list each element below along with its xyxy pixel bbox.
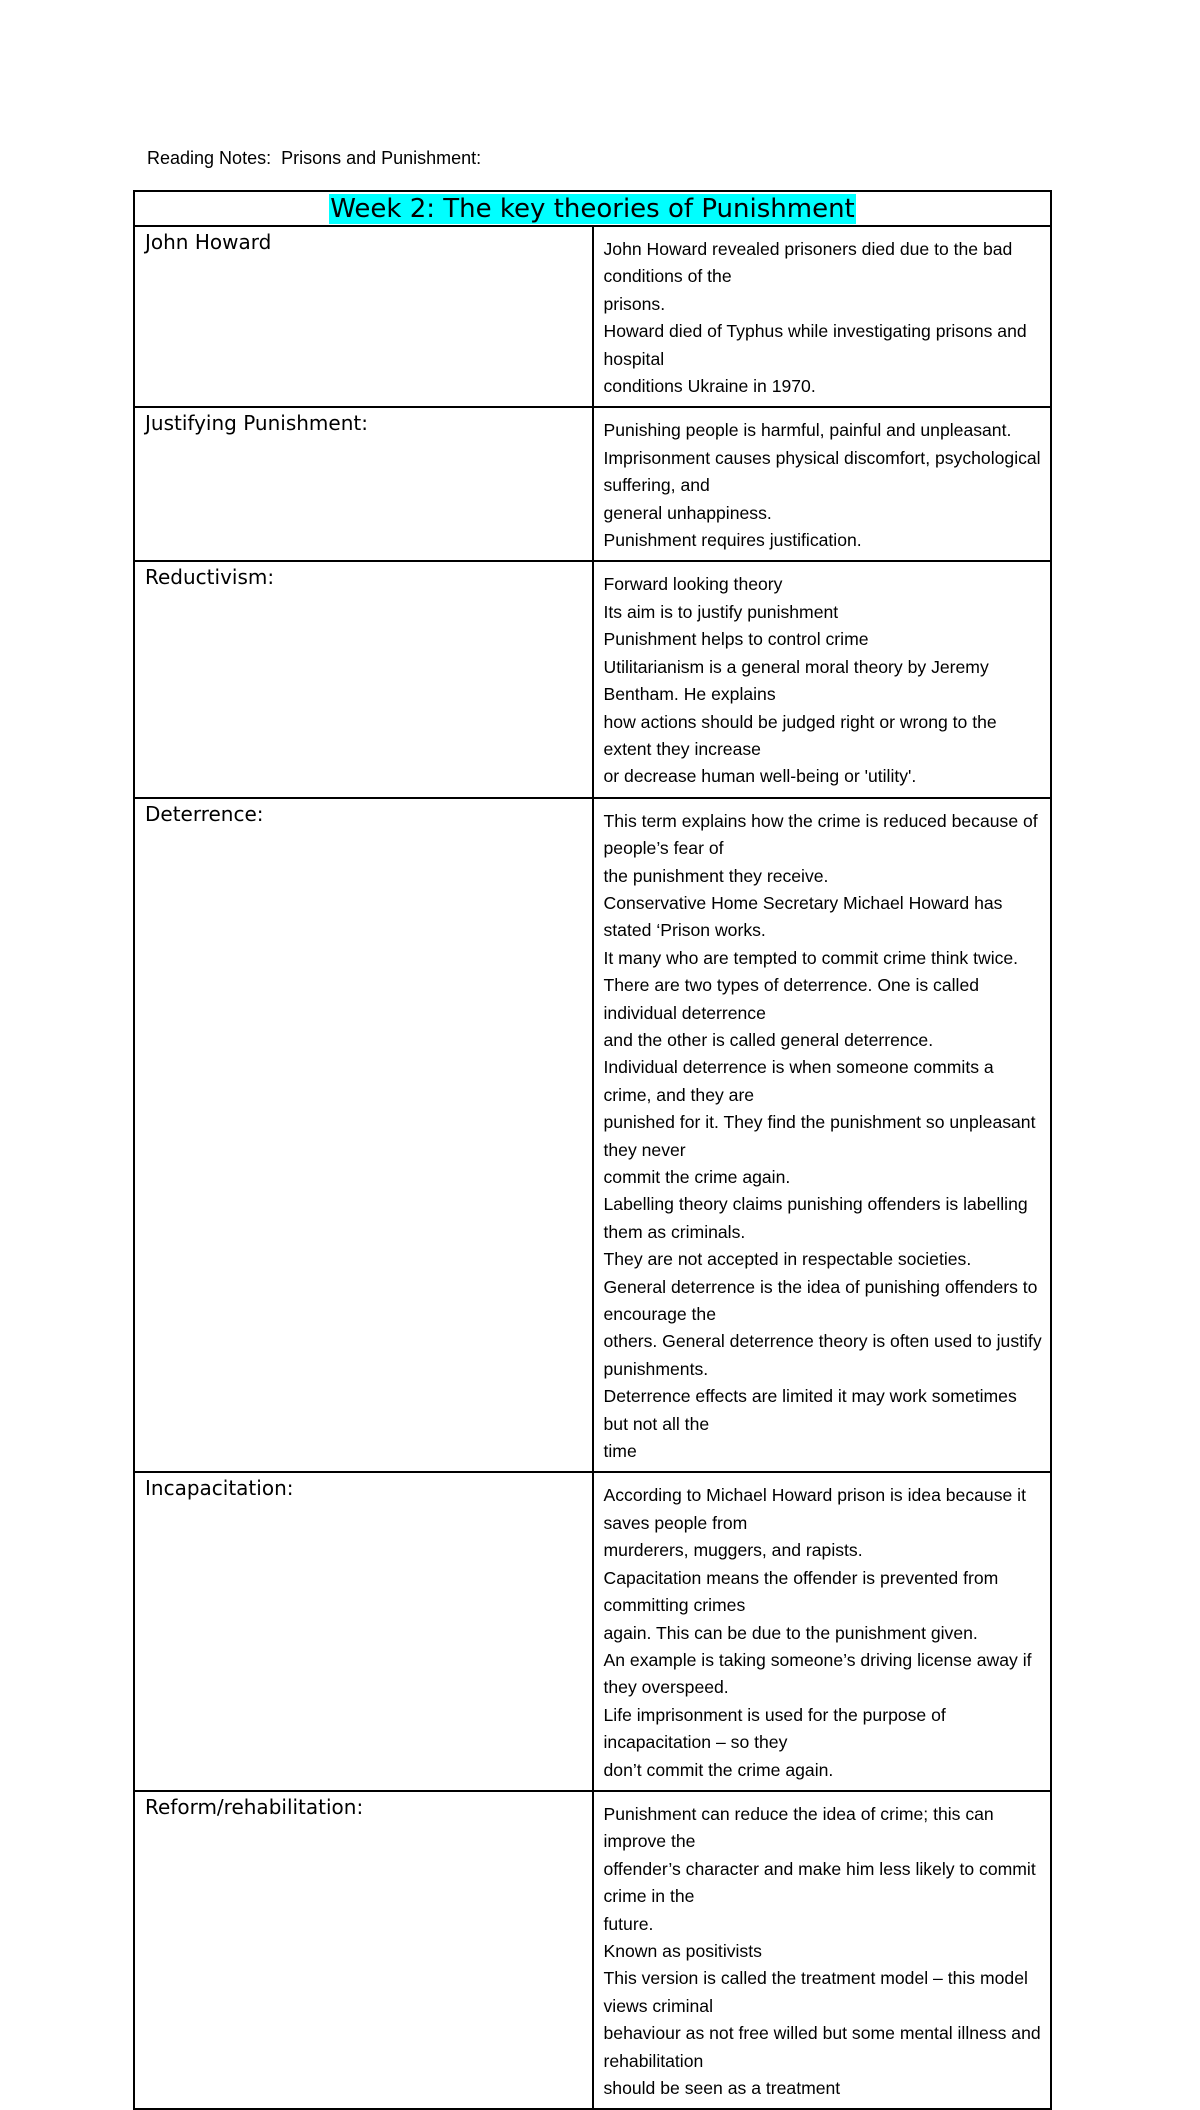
- term-cell: [134, 226, 593, 407]
- note-line: This version is called the treatment model – this model views criminal: [603, 1968, 1028, 2016]
- note-line: Howard died of Typhus while investigating prisons and hospital: [603, 321, 1027, 369]
- table-title-row: [134, 191, 1051, 226]
- note-line: Punishing people is harmful, painful and unpleasant.: [603, 420, 1012, 441]
- note-line: and the other is called general deterrence.: [603, 1029, 934, 1050]
- note-line: punished for it. They find the punishment so unpleasant they never: [603, 1112, 1036, 1160]
- table-row: [134, 407, 1051, 561]
- notes-cell: [593, 798, 1052, 1473]
- notes-cell: [593, 407, 1052, 561]
- note-line: time: [603, 1441, 637, 1462]
- note-line: Punishment helps to control crime: [603, 629, 869, 650]
- term-label: Justifying Punishment:: [145, 411, 368, 436]
- notes-cell: [593, 1472, 1052, 1790]
- table-row: [134, 1472, 1051, 1790]
- term-label: Deterrence:: [145, 801, 264, 826]
- notes-cell: [593, 226, 1052, 407]
- term-label: Reform/rehabilitation:: [145, 1794, 364, 1819]
- note-line: Known as positivists: [603, 1940, 762, 1961]
- notes-cell: [593, 1791, 1052, 2109]
- note-line: General deterrence is the idea of punishing offenders to encourage the: [603, 1276, 1038, 1325]
- note-line: Deterrence effects are limited it may work sometimes but not all the: [603, 1386, 1017, 1434]
- note-line: Forward looking theory: [603, 574, 783, 595]
- note-line: again. This can be due to the punishment given.: [603, 1622, 978, 1643]
- note-line: There are two types of deterrence. One is called individual deterrence: [603, 975, 980, 1023]
- note-line: the punishment they receive.: [603, 865, 829, 886]
- term-label: Reductivism:: [145, 565, 275, 590]
- term-cell: [134, 561, 593, 797]
- note-line: how actions should be judged right or wrong to the extent they increase: [603, 711, 997, 759]
- note-line: Life imprisonment is used for the purpose of incapacitation – so they: [603, 1704, 946, 1753]
- term-cell: [134, 1791, 593, 2109]
- term-label: John Howard: [145, 230, 272, 254]
- note-line: commit the crime again.: [603, 1167, 791, 1187]
- notes-cell: [593, 561, 1052, 797]
- note-line: murderers, muggers, and rapists.: [603, 1540, 863, 1561]
- note-line: Its aim is to justify punishment: [603, 601, 839, 622]
- note-line: Utilitarianism is a general moral theory by Jeremy Bentham. He explains: [603, 656, 989, 705]
- table-title-cell: [134, 191, 1051, 226]
- note-line: An example is taking someone’s driving license away if they overspeed.: [603, 1649, 1032, 1698]
- note-line: prisons.: [603, 293, 666, 314]
- term-cell: [134, 1472, 593, 1790]
- term-label: Incapacitation:: [145, 1476, 294, 1501]
- note-line: Imprisonment causes physical discomfort, psychological suffering, and: [603, 447, 1041, 496]
- table-row: [134, 798, 1051, 1473]
- note-line: should be seen as a treatment: [603, 2078, 841, 2098]
- note-line: general unhappiness.: [603, 502, 772, 523]
- note-line: conditions Ukraine in 1970.: [603, 376, 816, 397]
- note-line: This term explains how the crime is reduced because of people’s fear of: [603, 810, 1038, 859]
- table-row: [134, 1791, 1051, 2109]
- note-line: According to Michael Howard prison is idea because it saves people from: [603, 1485, 1026, 1533]
- note-line: John Howard revealed prisoners died due to the bad conditions of the: [603, 239, 1013, 287]
- term-cell: [134, 407, 593, 561]
- note-line: don’t commit the crime again.: [603, 1759, 834, 1780]
- note-line: others. General deterrence theory is often used to justify punishments.: [603, 1331, 1042, 1379]
- note-line: offender’s character and make him less likely to commit crime in the: [603, 1858, 1036, 1907]
- notes-table: [133, 190, 1052, 2110]
- document-heading: Reading Notes: Prisons and Punishment:: [147, 148, 482, 168]
- note-line: Punishment can reduce the idea of crime; this can improve the: [603, 1803, 994, 1852]
- note-line: Capacitation means the offender is prevented from committing crimes: [603, 1567, 999, 1616]
- note-line: It many who are tempted to commit crime think twice.: [603, 947, 1019, 968]
- term-cell: [134, 798, 593, 1473]
- note-line: They are not accepted in respectable societies.: [603, 1249, 972, 1270]
- note-line: Labelling theory claims punishing offenders is labelling them as criminals.: [603, 1194, 1028, 1242]
- note-line: future.: [603, 1913, 654, 1934]
- table-row: [134, 561, 1051, 797]
- note-line: or decrease human well-being or 'utility'.: [603, 766, 917, 787]
- table-row: [134, 226, 1051, 407]
- note-line: Individual deterrence is when someone commits a crime, and they are: [603, 1057, 994, 1105]
- note-line: Punishment requires justification.: [603, 530, 862, 551]
- table-title: Week 2: The key theories of Punishment: [330, 194, 855, 224]
- note-line: Conservative Home Secretary Michael Howard has stated ‘Prison works.: [603, 892, 1003, 941]
- note-line: behaviour as not free willed but some mental illness and rehabilitation: [603, 2023, 1041, 2071]
